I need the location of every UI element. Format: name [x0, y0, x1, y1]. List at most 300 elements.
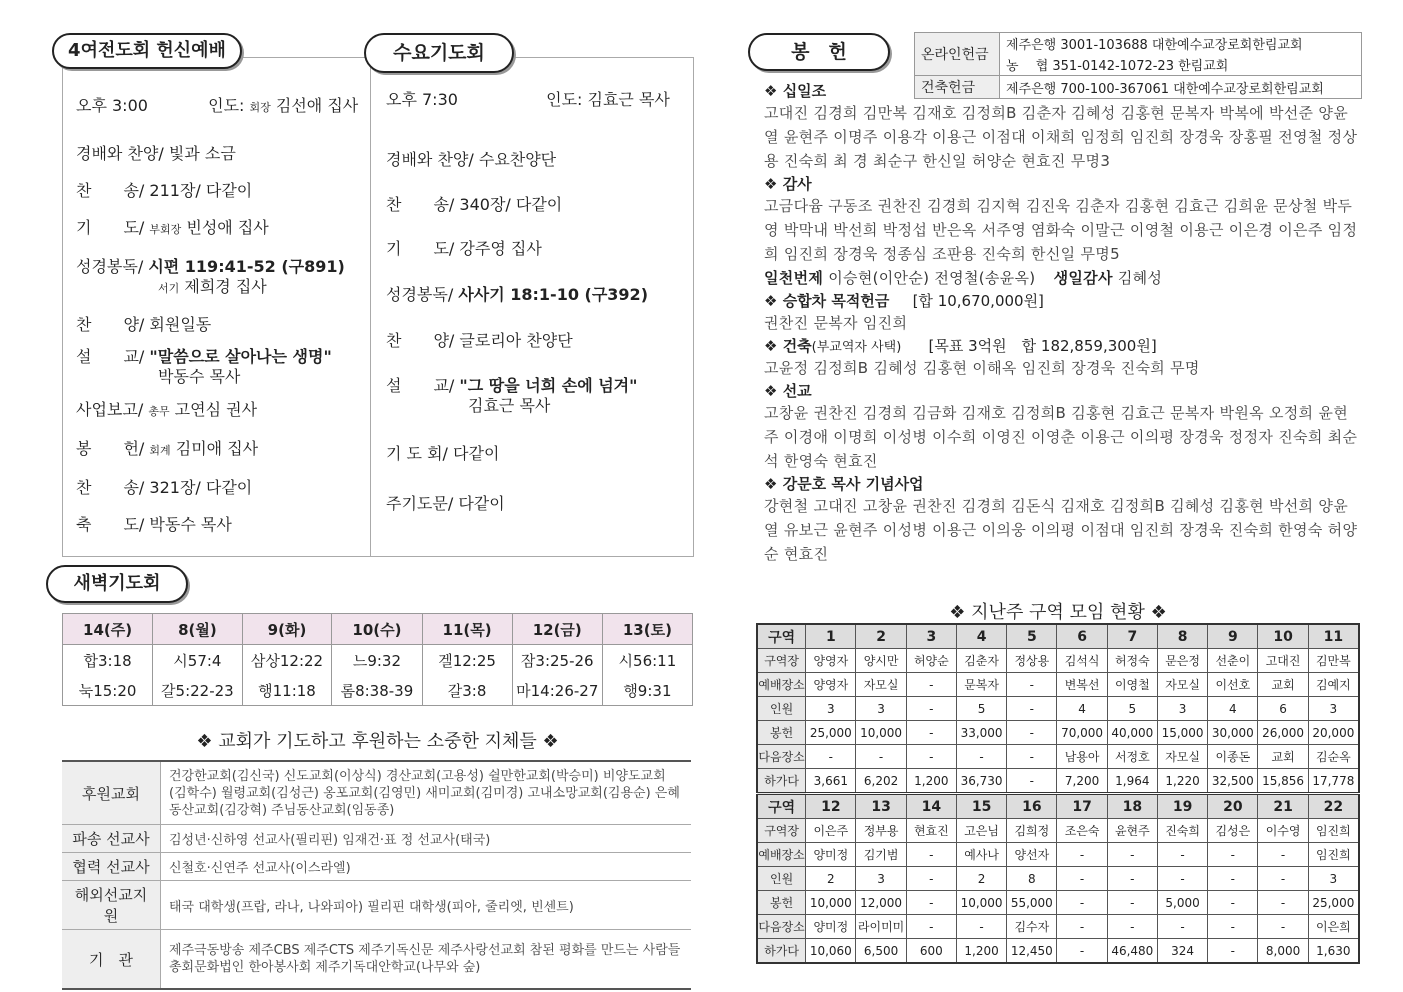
offering-section [764, 473, 1362, 494]
group-number: 8 [1157, 624, 1207, 649]
offering-names: 고창윤 권찬진 김경희 김금화 김재호 김정희B 김홍현 김효근 문복자 박원옥 오정희 윤현주 이경애 이명희 이성병 이수희 이영진 이영춘 이용근 이의평 장경욱 정정자 진숙희 최순석 한영숙 현효진 [764, 404, 1358, 470]
group-cell: 양영자 [806, 649, 856, 673]
dawn-title: 새벽기도회 [46, 565, 188, 603]
group-cell: 양영자 [806, 673, 856, 697]
diamond-icon: ❖ [764, 292, 778, 310]
service-time: 오후 3:00 [76, 96, 148, 115]
offering-names: 고대진 김경희 김만복 김재호 김정희B 김춘자 김혜성 김홍현 문복자 박복에 박선준 양윤열 윤현주 이명주 이용각 이용근 이점대 이채희 임정희 임진희 장경욱 장홍필 전영철 정상용 진숙희 최 경 최순구 한신일 허양순 현효진 무명3 [764, 104, 1358, 170]
dawn-verse: 롬8:38-39 [332, 675, 422, 706]
group-cell: - [906, 745, 956, 769]
group-cell: 교회 [1258, 673, 1308, 697]
group-cell: 김순옥 [1308, 745, 1359, 769]
dawn-verse: 겔12:25 [422, 645, 512, 676]
group-cell: 12,000 [856, 891, 906, 915]
service-leader-role: 회장 [249, 101, 271, 114]
program-role: 총무 [148, 405, 170, 418]
group-cell: 고대진 [1258, 649, 1308, 673]
group-cell: - [1107, 843, 1157, 867]
group-row-label: 예배장소 [757, 843, 806, 867]
dawn-verse: 잠3:25-26 [512, 645, 602, 676]
diamond-icon: ❖ [196, 731, 213, 752]
group-row-label: 다음장소 [757, 915, 806, 939]
support-heading [62, 727, 693, 753]
group-number: 20 [1208, 794, 1258, 819]
offering-names: 강현철 고대진 고창윤 권찬진 김경희 김돈식 김재호 김정희B 김혜성 김홍현 박선희 양윤열 유보근 윤현주 이성병 이용근 이의웅 이의평 이점대 임진희 장경욱 진숙희 한영숙 허양순 현효진 [764, 497, 1358, 563]
group-cell: 자모실 [1157, 673, 1207, 697]
group-row-label: 예배장소 [757, 673, 806, 697]
group-cell: 서정호 [1107, 745, 1157, 769]
program-value: 수요찬양단 [478, 150, 557, 169]
section-title: 선교 [782, 382, 812, 400]
group-number: 10 [1258, 624, 1308, 649]
group-cell: 3 [806, 697, 856, 721]
group-cell: 1,964 [1107, 769, 1157, 794]
group-cell: 허정숙 [1107, 649, 1157, 673]
group-cell: - [1007, 721, 1057, 745]
dawn-day: 14(주) [63, 614, 153, 645]
group-cell: - [906, 673, 956, 697]
program-value: 다같이 [458, 494, 505, 513]
offering-names: 고금다윰 구동조 권찬진 김경희 김지혁 김진욱 김춘자 김홍현 김효근 김희윤 문상철 박두영 박막내 박선희 박정섭 반은옥 서주영 염화숙 이말근 이영철 이용근 이은경 이은주 임정희 임진희 장경욱 정종심 조판용 진숙희 한신일 무명5 [764, 197, 1358, 263]
section-note: [합 10,670,000원] [912, 292, 1044, 310]
group-header-row [757, 794, 1359, 819]
group-row [757, 697, 1359, 721]
group-row-label: 구역장 [757, 819, 806, 843]
group-cell: 라이미미 [856, 915, 906, 939]
group-cell: 36,730 [956, 769, 1006, 794]
group-cell: 1,200 [906, 769, 956, 794]
group-cell: - [1007, 745, 1057, 769]
group-cell: 김수자 [1007, 915, 1057, 939]
dawn-verse: 갈5:22-23 [153, 675, 242, 706]
support-title: 교회가 기도하고 후원하는 소중한 지체들 [218, 731, 537, 752]
group-cell: - [1057, 867, 1107, 891]
group-cell: - [956, 745, 1006, 769]
group-cell: 12,450 [1007, 939, 1057, 964]
program-label: 기 도/ [76, 218, 145, 237]
group-cell: - [1057, 843, 1107, 867]
group-cell: 6 [1258, 697, 1308, 721]
support-key: 후원교회 [62, 761, 161, 825]
group-cell: - [1107, 891, 1157, 915]
group-cell: - [1007, 769, 1057, 794]
diamond-icon: ❖ [542, 731, 559, 752]
group-cell: - [1107, 867, 1157, 891]
wednesday-leader: 인도: 김효근 목사 [546, 90, 670, 109]
group-cell: 문은정 [1157, 649, 1207, 673]
group-cell: 30,000 [1208, 721, 1258, 745]
dawn-verse: 합3:18 [63, 645, 153, 676]
program-value: 글로리아 찬양단 [459, 331, 573, 350]
group-cell: 김예지 [1308, 673, 1359, 697]
group-row-label: 인원 [757, 867, 806, 891]
group-row [757, 843, 1359, 867]
group-cell: - [1057, 939, 1107, 964]
group-cell: 교회 [1258, 745, 1308, 769]
program-label: 사업보고/ [76, 400, 144, 419]
groups-table [756, 623, 1360, 964]
group-cell: 임진희 [1308, 843, 1359, 867]
group-cell: 5 [1107, 697, 1157, 721]
online-offering-label: 온라인헌금 [915, 33, 1000, 76]
group-cell: - [1107, 915, 1157, 939]
group-cell: - [906, 697, 956, 721]
group-cell: - [906, 867, 956, 891]
program-label: 기 도 회/ [386, 444, 448, 463]
support-table [62, 760, 691, 990]
group-cell: 3,661 [806, 769, 856, 794]
program-sub: 박동수 목사 [158, 367, 241, 386]
service-title: 4여전도회 헌신예배 [52, 33, 242, 69]
diamond-icon: ❖ [764, 382, 778, 400]
program-sub: 김효근 목사 [468, 396, 551, 415]
groups-title: 지난주 구역 모임 현황 [971, 602, 1145, 623]
offering-section [764, 290, 1362, 311]
program-value: "말씀으로 살아나는 생명" [149, 347, 332, 366]
group-cell: 윤현주 [1107, 819, 1157, 843]
groups-heading [756, 598, 1360, 624]
group-cell: 10,000 [806, 891, 856, 915]
group-cell: 이은주 [806, 819, 856, 843]
dawn-schedule [62, 613, 693, 706]
dawn-day: 12(금) [512, 614, 602, 645]
group-cell: 600 [906, 939, 956, 964]
group-cell: 20,000 [1308, 721, 1359, 745]
group-number: 3 [906, 624, 956, 649]
offering-names: 권찬진 문복자 임진희 [764, 314, 908, 332]
group-header-row [757, 624, 1359, 649]
group-number: 15 [956, 794, 1006, 819]
group-cell: - [856, 745, 906, 769]
group-cell: 김기범 [856, 843, 906, 867]
group-row [757, 939, 1359, 964]
group-cell: 17,778 [1308, 769, 1359, 794]
group-cell: - [1208, 891, 1258, 915]
program-label: 축 도/ [76, 515, 145, 534]
group-cell: 10,000 [956, 891, 1006, 915]
dawn-days-row [63, 614, 693, 645]
group-cell: 정상용 [1007, 649, 1057, 673]
group-cell: 4 [1208, 697, 1258, 721]
group-number: 18 [1107, 794, 1157, 819]
program-value: 박동수 목사 [149, 515, 232, 534]
offering-title: 봉 헌 [748, 33, 890, 71]
group-cell: 이은희 [1308, 915, 1359, 939]
group-cell: 3 [856, 867, 906, 891]
group-cell: 5,000 [1157, 891, 1207, 915]
group-cell: 55,000 [1007, 891, 1057, 915]
group-cell: 김석식 [1057, 649, 1107, 673]
group-cell: 324 [1157, 939, 1207, 964]
group-row-label: 구역 [757, 794, 806, 819]
section-title: 건축 [782, 337, 812, 355]
program-label: 경배와 찬양/ [386, 150, 474, 169]
offering-section [764, 173, 1362, 194]
group-cell: 2 [956, 867, 1006, 891]
program-label: 찬 양/ [386, 331, 455, 350]
group-row [757, 891, 1359, 915]
program-label: 찬 송/ [76, 478, 145, 497]
group-cell: - [1007, 697, 1057, 721]
diamond-icon: ❖ [764, 175, 778, 193]
group-cell: 예사나 [956, 843, 1006, 867]
group-cell: 이종돈 [1208, 745, 1258, 769]
dawn-verse: 느9:32 [332, 645, 422, 676]
support-value: 제주극동방송 제주CBS 제주CTS 제주기독신문 제주사랑선교회 참된 평화를 만드는 사람들 총회문화법인 한아봉사회 제주기독대안학교(나무와 숲) [169, 943, 681, 975]
support-value: 김성년·신하영 선교사(필리핀) 임재건·표 정 선교사(태국) [161, 825, 692, 853]
dawn-verse: 행9:31 [602, 675, 692, 706]
program-value: 211장/ 다같이 [149, 181, 253, 200]
group-row [757, 673, 1359, 697]
group-number: 1 [806, 624, 856, 649]
group-number: 17 [1057, 794, 1107, 819]
section-note: [목표 3억원 합 182,859,300원] [928, 337, 1157, 355]
group-cell: 32,500 [1208, 769, 1258, 794]
group-cell: 1,630 [1308, 939, 1359, 964]
group-cell: 26,000 [1258, 721, 1308, 745]
group-cell: 조은숙 [1057, 819, 1107, 843]
support-row [62, 825, 691, 853]
service-leader: 김선애 집사 [275, 96, 359, 115]
program-value: "그 땅을 너희 손에 넘겨" [459, 376, 638, 395]
group-row [757, 819, 1359, 843]
dawn-day: 8(월) [153, 614, 242, 645]
group-number: 11 [1308, 624, 1359, 649]
section-title: 감사 [782, 175, 812, 193]
group-number: 9 [1208, 624, 1258, 649]
group-row [757, 721, 1359, 745]
program-value: 김미애 집사 [175, 439, 259, 458]
program-label: 주기도문/ [386, 494, 454, 513]
group-number: 21 [1258, 794, 1308, 819]
group-cell: 선춘이 [1208, 649, 1258, 673]
group-cell: - [906, 843, 956, 867]
group-number: 22 [1308, 794, 1359, 819]
birthday-label: 생일감사 [1053, 269, 1113, 287]
group-cell: 김춘자 [956, 649, 1006, 673]
program-label: 찬 송/ [76, 181, 145, 200]
support-value: 건강한교회(김신국) 신도교회(이상식) 경산교회(고용성) 쉴만한교회(박승미) 비양도교회(김학수) 월령교회(김성근) 옹포교회(김영민) 새미교회(김미경) 고내소망교회(김용순) 은혜동산교회(김강혁) 주님동산교회(임동종) [161, 761, 692, 825]
group-cell: 25,000 [1308, 891, 1359, 915]
dawn-day: 11(목) [422, 614, 512, 645]
group-cell: - [1208, 915, 1258, 939]
group-cell: - [806, 745, 856, 769]
group-cell: 남용아 [1057, 745, 1107, 769]
group-row-label: 다음장소 [757, 745, 806, 769]
group-cell: 이영철 [1107, 673, 1157, 697]
group-cell: 김성은 [1208, 819, 1258, 843]
group-cell: 자모실 [856, 673, 906, 697]
offering-names: 고윤정 김정희B 김혜성 김홍현 이해옥 임진희 장경욱 진숙희 무명 [764, 359, 1200, 377]
birthday-names: 김혜성 [1117, 269, 1163, 287]
special-label: 일천번제 [764, 269, 824, 287]
group-row-label: 구역장 [757, 649, 806, 673]
building-offering-label: 건축헌금 [915, 76, 1000, 99]
group-row-label: 봉헌 [757, 891, 806, 915]
group-row [757, 745, 1359, 769]
group-number: 5 [1007, 624, 1057, 649]
support-value: 태국 대학생(프랍, 라나, 나와피아) 필리핀 대학생(피아, 줄리엣, 빈센트) [161, 881, 692, 930]
group-cell: - [1057, 891, 1107, 915]
group-cell: - [906, 891, 956, 915]
group-number: 14 [906, 794, 956, 819]
group-cell: - [1208, 939, 1258, 964]
program-label: 찬 송/ [386, 195, 455, 214]
support-key: 기 관 [62, 930, 161, 990]
support-row [62, 853, 691, 881]
group-cell: - [1157, 867, 1207, 891]
group-cell: 46,480 [1107, 939, 1157, 964]
group-cell: 3 [1308, 867, 1359, 891]
wednesday-time: 오후 7:30 [386, 90, 458, 109]
group-cell: - [906, 721, 956, 745]
service-divider [370, 57, 371, 556]
special-names: 이승현(이안순) 전영철(송윤옥) [828, 269, 1036, 287]
diamond-icon: ❖ [949, 602, 966, 623]
wednesday-program [386, 90, 686, 514]
online-account: 농 협 351-0142-1072-23 한림교회 [1000, 54, 1362, 76]
group-cell: - [1258, 891, 1308, 915]
group-number: 19 [1157, 794, 1207, 819]
program-label: 봉 헌/ [76, 439, 145, 458]
group-cell: 변복선 [1057, 673, 1107, 697]
group-cell: - [1007, 673, 1057, 697]
program-value: 340장/ 다같이 [459, 195, 563, 214]
dawn-day: 13(토) [602, 614, 692, 645]
group-cell: 김희정 [1007, 819, 1057, 843]
support-value: 신철호·신연주 선교사(이스라엘) [161, 853, 692, 881]
group-cell: 허양순 [906, 649, 956, 673]
dawn-row-2 [63, 675, 693, 706]
dawn-verse: 마14:26-27 [512, 675, 602, 706]
group-cell: 8,000 [1258, 939, 1308, 964]
dawn-verse: 시56:11 [602, 645, 692, 676]
support-row [62, 881, 691, 930]
dawn-verse: 갈3:8 [422, 675, 512, 706]
group-cell: - [1258, 915, 1308, 939]
group-row-label: 인원 [757, 697, 806, 721]
group-cell: 6,500 [856, 939, 906, 964]
group-cell: 7,200 [1057, 769, 1107, 794]
section-subtitle: (부교역자 사택) [811, 340, 902, 355]
group-cell: 6,202 [856, 769, 906, 794]
group-number: 12 [806, 794, 856, 819]
group-cell: 3 [856, 697, 906, 721]
diamond-icon: ❖ [764, 475, 778, 493]
group-cell: - [906, 915, 956, 939]
group-cell: - [1057, 915, 1107, 939]
support-key: 파송 선교사 [62, 825, 161, 853]
group-cell: 25,000 [806, 721, 856, 745]
program-role: 회계 [149, 444, 171, 457]
program-label: 성경봉독/ [386, 285, 454, 304]
group-cell: 3 [1308, 697, 1359, 721]
group-number: 6 [1057, 624, 1107, 649]
group-cell: 양미정 [806, 915, 856, 939]
program-sub: 제희경 집사 [184, 277, 267, 296]
group-cell: 현효진 [906, 819, 956, 843]
program-value: 회원일동 [149, 315, 212, 334]
group-cell: 10,060 [806, 939, 856, 964]
group-cell: - [1157, 843, 1207, 867]
program-value: 321장/ 다같이 [149, 478, 253, 497]
group-cell: 1,200 [956, 939, 1006, 964]
dawn-verse: 삼상12:22 [242, 645, 332, 676]
wednesday-title: 수요기도회 [364, 33, 514, 73]
group-cell: - [1208, 867, 1258, 891]
program-value: 빈성애 집사 [186, 218, 269, 237]
diamond-icon: ❖ [764, 82, 778, 100]
group-number: 16 [1007, 794, 1057, 819]
program-value: 고연심 권사 [174, 400, 258, 419]
offering-section [764, 335, 1362, 356]
group-row [757, 915, 1359, 939]
dawn-verse: 행11:18 [242, 675, 332, 706]
group-cell: 문복자 [956, 673, 1006, 697]
group-cell: 15,856 [1258, 769, 1308, 794]
service-program [76, 96, 366, 535]
group-cell: 1,220 [1157, 769, 1207, 794]
group-row [757, 649, 1359, 673]
support-key: 해외선교지원 [62, 881, 161, 930]
group-cell: 양미정 [806, 843, 856, 867]
group-cell: - [1157, 915, 1207, 939]
group-cell: 4 [1057, 697, 1107, 721]
group-cell: 이선호 [1208, 673, 1258, 697]
dawn-verse: 눅15:20 [63, 675, 153, 706]
program-label: 설 교/ [76, 347, 145, 366]
online-account: 제주은행 3001-103688 대한예수교장로회한림교회 [1000, 33, 1362, 55]
group-cell: 33,000 [956, 721, 1006, 745]
section-title: 승합차 목적헌금 [782, 292, 890, 310]
group-cell: 김만복 [1308, 649, 1359, 673]
special-offering [764, 266, 1362, 290]
service-leader-label: 인도: [208, 96, 245, 115]
group-cell: 고은님 [956, 819, 1006, 843]
dawn-row-1 [63, 645, 693, 676]
program-value: 빛과 소금 [168, 144, 236, 163]
support-row [62, 761, 691, 825]
group-cell: 2 [806, 867, 856, 891]
group-cell: - [1258, 843, 1308, 867]
group-row [757, 769, 1359, 794]
group-row [757, 867, 1359, 891]
program-value: 시편 119:41-52 (구891) [148, 257, 345, 276]
support-row [62, 930, 691, 990]
program-value: 다같이 [453, 444, 500, 463]
group-number: 13 [856, 794, 906, 819]
program-value: 강주영 집사 [459, 239, 542, 258]
dawn-day: 9(화) [242, 614, 332, 645]
group-cell: 진숙희 [1157, 819, 1207, 843]
program-label: 경배와 찬양/ [76, 144, 164, 163]
group-cell: 8 [1007, 867, 1057, 891]
offering-list [764, 80, 1362, 566]
offering-section [764, 380, 1362, 401]
building-account: 제주은행 700-100-367061 대한예수교장로회한림교회 [1000, 76, 1362, 99]
offering-section [764, 80, 1362, 101]
group-cell: 70,000 [1057, 721, 1107, 745]
section-title: 십일조 [782, 82, 827, 100]
group-cell: 자모실 [1157, 745, 1207, 769]
group-cell: 3 [1157, 697, 1207, 721]
program-role: 서기 [158, 282, 180, 295]
dawn-day: 10(수) [332, 614, 422, 645]
group-cell: 임진희 [1308, 819, 1359, 843]
program-label: 기 도/ [386, 239, 455, 258]
group-row-label: 하가다 [757, 939, 806, 964]
group-row-label: 봉헌 [757, 721, 806, 745]
